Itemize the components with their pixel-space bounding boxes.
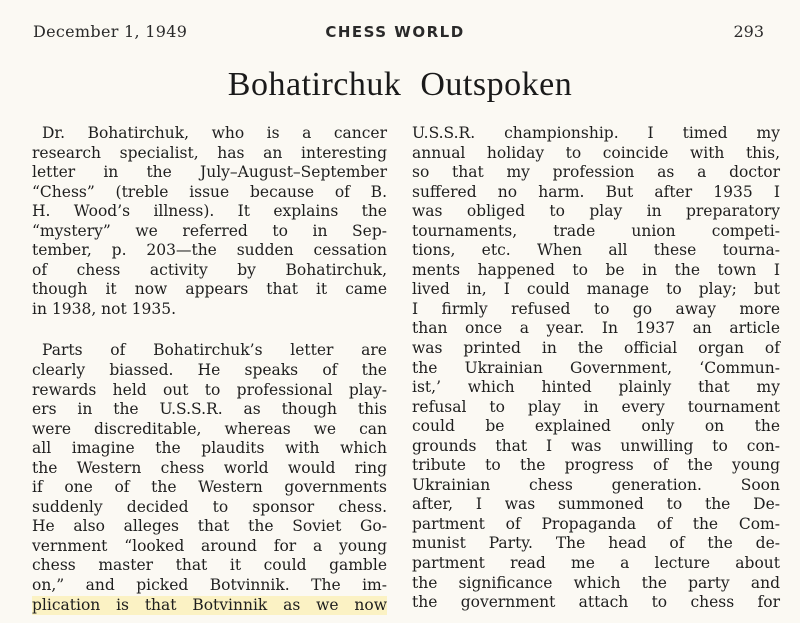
text-line: tember, p. 203—the sudden cessation (32, 241, 387, 260)
text-line: ers in the U.S.S.R. as though this (32, 400, 387, 419)
journal-title: CHESS WORLD (325, 23, 465, 41)
text-line: all imagine the plaudits with which (32, 439, 387, 458)
text-line: the Ukrainian Government, ‘Commun- (412, 358, 780, 377)
text-line: suddenly decided to sponsor chess. (32, 497, 387, 516)
article-headline: Bohatirchuk Outspoken (227, 66, 573, 103)
text-line: H. Wood’s illness). It explains the (32, 202, 387, 221)
text-line: partment of Propaganda of the Com- (412, 514, 780, 533)
text-line: I firmly refused to go away more (412, 299, 780, 318)
text-line: if one of the Western governments (32, 478, 387, 497)
text-line: partment read me a lecture about (412, 554, 780, 573)
text-line: could be explained only on the (412, 417, 780, 436)
text-line: rewards held out to professional play- (32, 380, 387, 399)
right-column (412, 124, 780, 613)
text-line: ist,’ which hinted plainly that my (412, 378, 780, 397)
text-line: Dr. Bohatirchuk, who is a cancer (42, 124, 387, 142)
text-line: tribute to the progress of the young (412, 456, 780, 475)
text-line: after, I was summoned to the De- (412, 495, 780, 514)
text-line: refusal to play in every tournament (412, 397, 780, 416)
text-line: was printed in the official organ of (412, 339, 780, 358)
issue-date: December 1, 1949 (33, 22, 188, 41)
text-line: U.S.S.R. championship. I timed my (412, 124, 780, 142)
paragraph-2 (32, 341, 387, 615)
text-line: of chess activity by Bohatirchuk, (32, 260, 387, 279)
text-line: research specialist, has an interesting (32, 143, 387, 162)
left-column (32, 124, 387, 615)
paragraph-1 (32, 124, 387, 319)
text-line: than once a year. In 1937 an article (412, 319, 780, 338)
text-line: Ukrainian chess generation. Soon (412, 475, 780, 494)
text-line: was obliged to play in preparatory (412, 202, 780, 221)
text-line: on,” and picked Botvinnik. The im- (32, 576, 387, 595)
text-line: the significance which the party and (412, 573, 780, 592)
text-line: He also alleges that the Soviet Go- (32, 517, 387, 536)
text-line: ments happened to be in the town I (412, 260, 780, 279)
text-line: were discreditable, whereas we can (32, 419, 387, 438)
paragraph-gap (32, 319, 387, 341)
text-line: tournaments, trade union competi- (412, 221, 780, 240)
text-line: “Chess” (treble issue because of B. (32, 182, 387, 201)
text-line: though it now appears that it came (32, 280, 387, 299)
text-line: grounds that I was unwilling to con- (412, 436, 780, 455)
text-line: lived in, I could manage to play; but (412, 280, 780, 299)
page-number: 293 (733, 22, 764, 41)
text-line: in 1938, not 1935. (32, 299, 177, 318)
text-line: letter in the July–August–September (32, 163, 387, 182)
text-line: munist Party. The head of the de- (412, 534, 780, 553)
text-line: so that my profession as a doctor (412, 163, 780, 182)
text-line: Parts of Bohatirchuk’s letter are (42, 341, 387, 360)
text-line: tions, etc. When all these tourna- (412, 241, 780, 260)
text-line: plication is that Botvinnik as we now (32, 595, 387, 614)
text-line: suffered no harm. But after 1935 I (412, 182, 780, 201)
text-line: annual holiday to coincide with this, (412, 143, 780, 162)
text-line: the government attach to chess for (412, 593, 780, 612)
text-line: the Western chess world would ring (32, 458, 387, 477)
running-header (0, 22, 800, 46)
text-line: “mystery” we referred to in Sep- (32, 221, 387, 240)
text-line: vernment “looked around for a young (32, 536, 387, 555)
text-line: chess master that it could gamble (32, 556, 387, 575)
text-line: clearly biassed. He speaks of the (32, 361, 387, 380)
